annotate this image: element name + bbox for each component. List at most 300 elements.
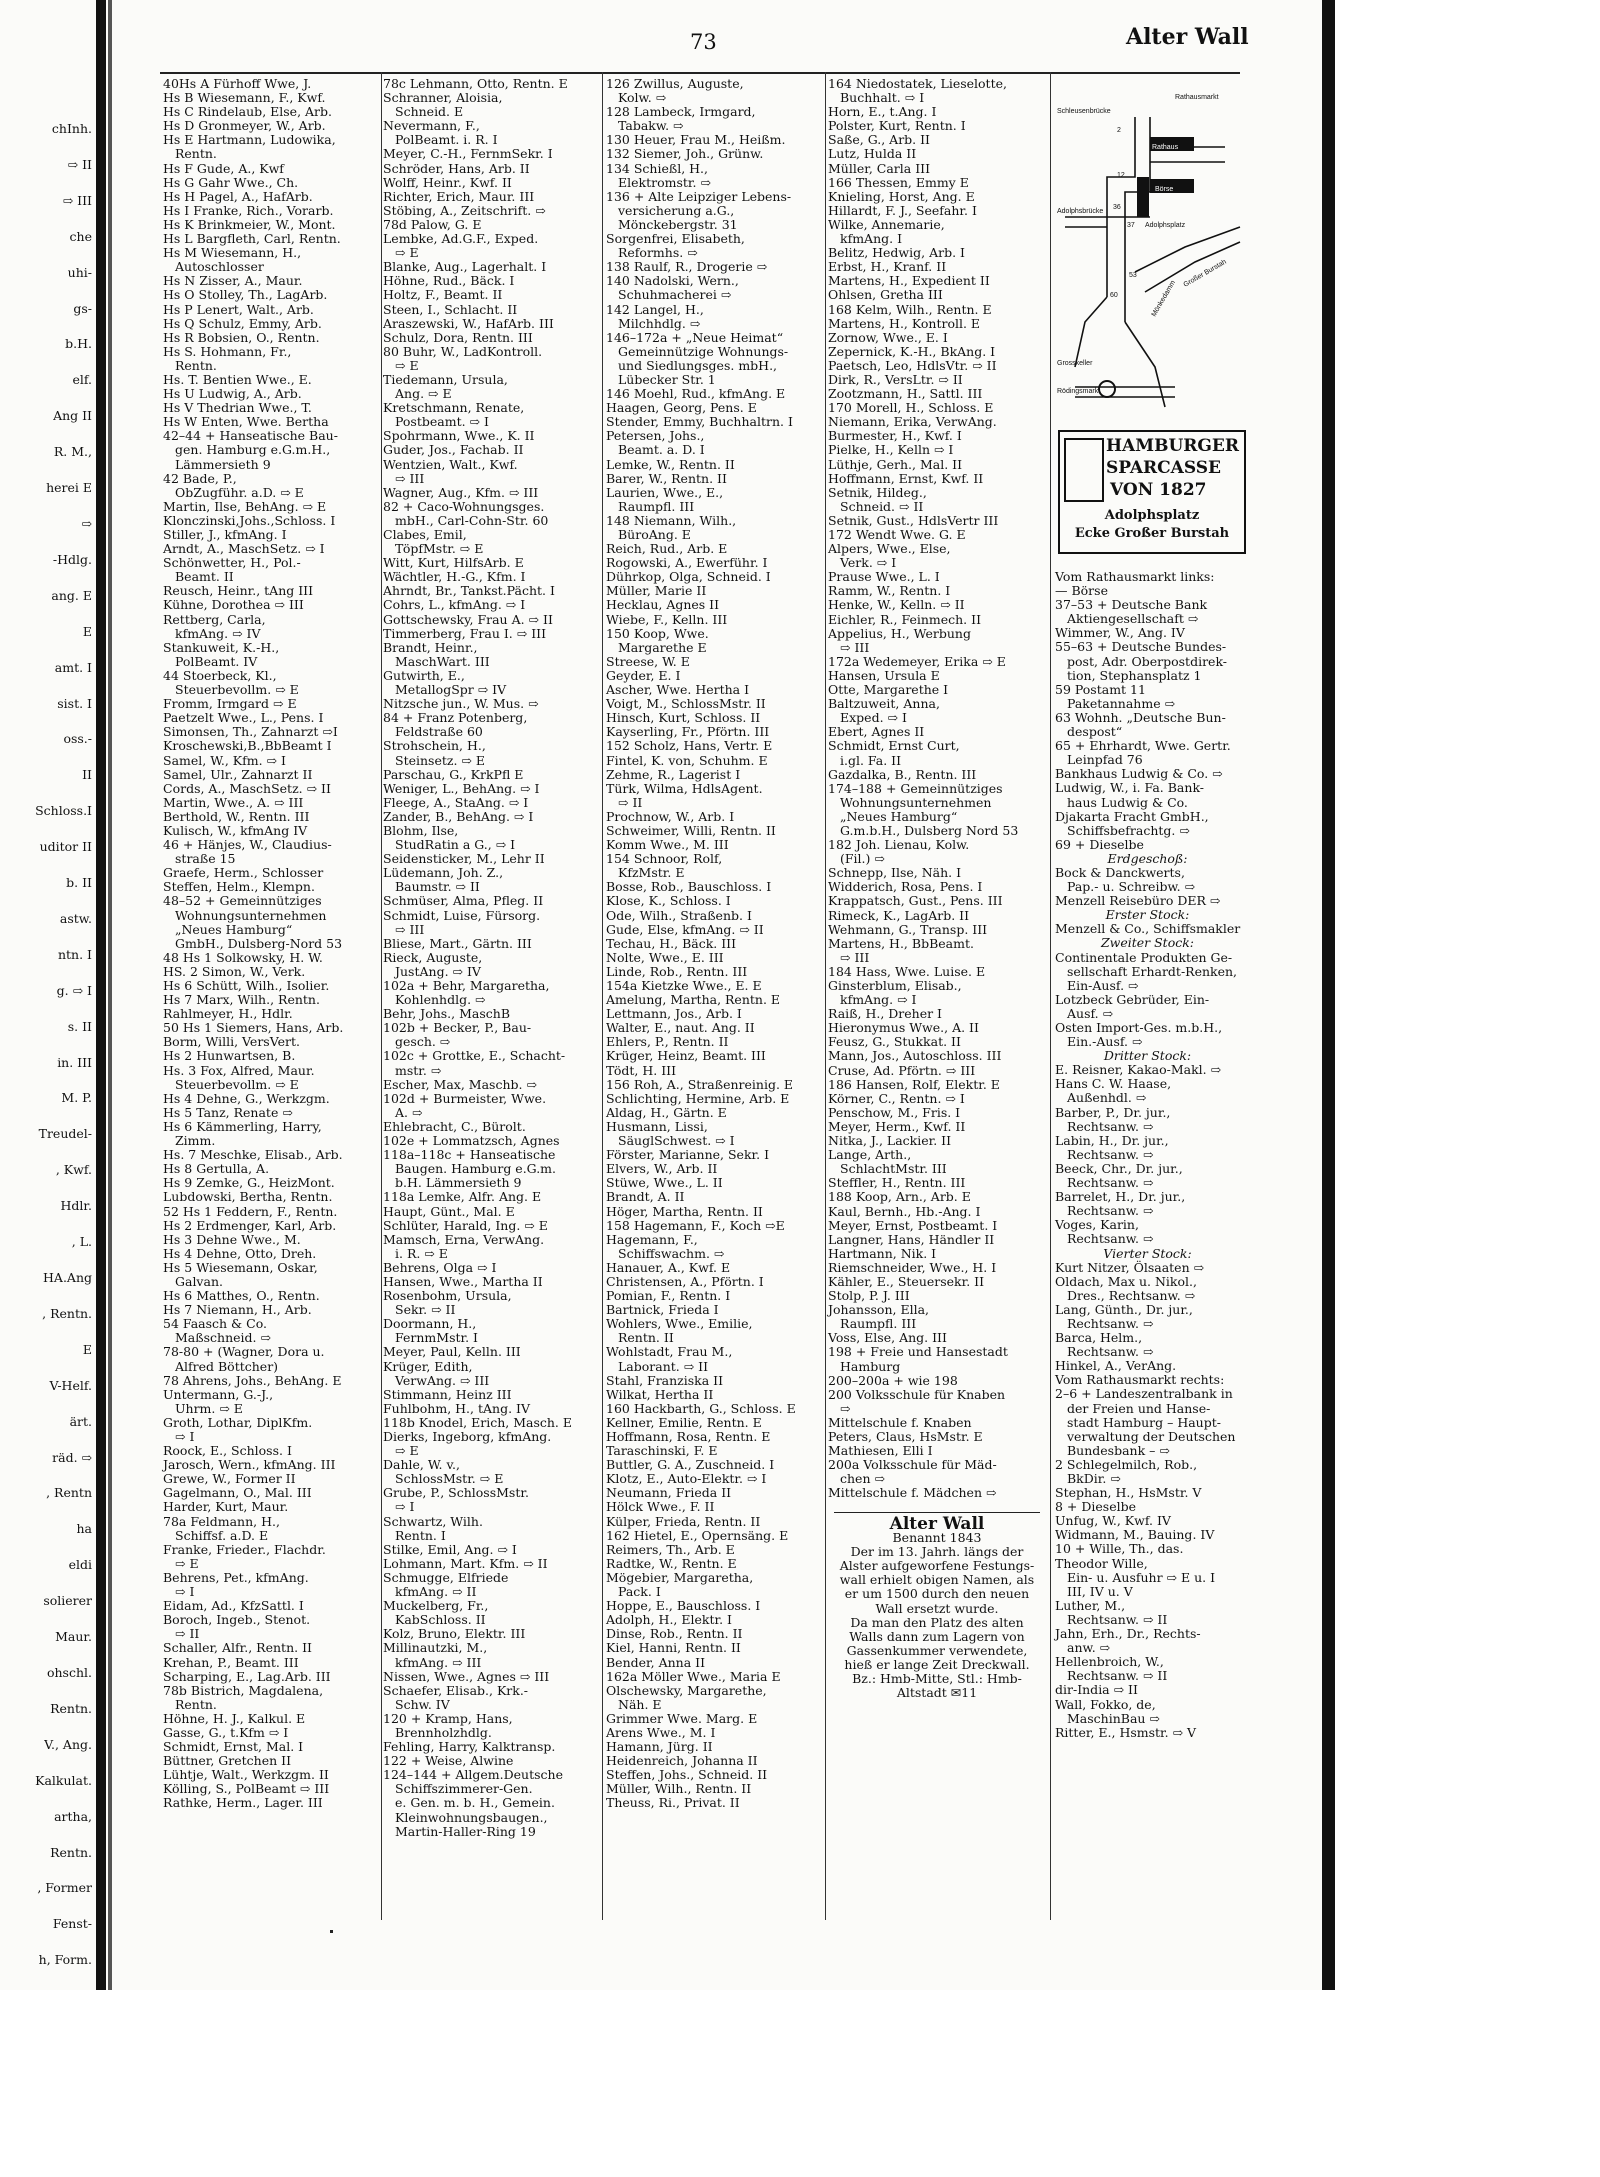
directory-entry: Menzell & Co., Schiffsmakler (1055, 921, 1241, 937)
directory-entry: Raumpfl. III (618, 498, 695, 514)
directory-entry: Setnik, Gust., HdlsVertr III (828, 512, 999, 528)
directory-entry: Lembke, Ad.G.F., Exped. (383, 231, 539, 247)
directory-entry: Ludwig, W., i. Fa. Bank- (1055, 780, 1205, 796)
directory-entry: Elvers, W., Arb. II (606, 1161, 718, 1177)
directory-entry: Barrelet, H., Dr. jur., (1055, 1189, 1186, 1205)
directory-entry: Lettmann, Jos., Arb. I (606, 1006, 742, 1022)
margin-fragment: Fenst- (52, 1916, 92, 1932)
directory-entry: Klotz, E., Auto-Elektr. ⇨ I (606, 1471, 767, 1487)
directory-entry: Saße, G., Arb. II (828, 132, 930, 148)
directory-entry: Behr, Johs., MaschB (383, 1006, 511, 1022)
margin-fragment: , Kwf. (55, 1162, 92, 1178)
directory-entry: Stöbing, A., Zeitschrift. ⇨ (383, 202, 546, 218)
directory-entry: Peters, Claus, HsMstr. E (828, 1429, 983, 1444)
directory-entry: Lang, Günth., Dr. jur., (1055, 1301, 1193, 1317)
directory-entry: Arndt, A., MaschSetz. ⇨ I (163, 541, 325, 557)
directory-entry: Hs V Thedrian Wwe., T. (163, 400, 312, 416)
margin-fragment: b. II (66, 875, 92, 891)
directory-entry: Schmugge, Elfriede (383, 1569, 509, 1585)
directory-entry: Geyder, E. I (606, 667, 681, 683)
directory-entry: Rechtsanw. ⇨ (1067, 1231, 1154, 1247)
directory-entry: JustAng. ⇨ IV (395, 963, 481, 979)
directory-entry: 132 Siemer, Joh., Grünw. (606, 146, 764, 162)
directory-entry: Hs 5 Wiesemann, Oskar, (163, 1259, 318, 1275)
directory-entry: Widderich, Rosa, Pens. I (828, 879, 983, 895)
directory-entry: 156 Roh, A., Straßenreinig. E (606, 1076, 794, 1092)
section-text-line: Der im 13. Jahrh. längs der (850, 1544, 1024, 1560)
directory-entry: Ein- u. Ausfuhr ⇨ E u. I (1067, 1569, 1216, 1585)
binding-line (108, 0, 112, 1990)
directory-entry: Witt, Kurt, HilfsArb. E (383, 555, 524, 571)
directory-entry: Steuerbevollm. ⇨ E (175, 1076, 299, 1092)
directory-entry: Meyer, Paul, Kelln. III (383, 1344, 521, 1360)
directory-entry: Hs 2 Hunwartsen, B. (163, 1048, 296, 1064)
directory-entry: Milchhdlg. ⇨ (618, 315, 701, 331)
directory-entry: Christensen, A., Pförtn. I (606, 1273, 764, 1289)
margin-fragment: E (82, 623, 92, 639)
margin-fragment: V., Ang. (44, 1736, 92, 1752)
page-number: 73 (690, 30, 717, 54)
directory-entry: Kolw. ⇨ (618, 90, 667, 106)
directory-entry: Ginsterblum, Elisab., (828, 978, 962, 993)
column-divider (1050, 72, 1051, 1920)
margin-fragment: in. III (57, 1054, 92, 1070)
section-text-line: wall erhielt obigen Namen, als (839, 1572, 1035, 1588)
directory-entry: Schröder, Hans, Arb. II (383, 160, 530, 176)
directory-entry: Dres., Rechtsanw. ⇨ (1067, 1287, 1196, 1303)
directory-entry: Niemann, Erika, VerwAng. (828, 414, 997, 430)
directory-entry: Ang. ⇨ E (395, 386, 452, 402)
directory-entry: Stankuweit, K.-H., (163, 639, 280, 655)
map-label: 2 (1117, 127, 1121, 134)
directory-entry: Millinautzki, M., (383, 1640, 488, 1656)
directory-entry: SchlachtMstr. III (840, 1161, 947, 1177)
map-label: Börse (1155, 186, 1174, 193)
directory-entry: Lemke, W., Rentn. II (606, 456, 735, 472)
map-label: 36 (1113, 204, 1121, 211)
directory-entry: Zimm. (175, 1133, 216, 1149)
map-label: Rödingsmarkt (1057, 388, 1101, 395)
directory-entry: mstr. ⇨ (395, 1062, 442, 1078)
directory-entry: Guder, Jos., Fachab. II (383, 442, 524, 458)
directory-entry: Gasse, G., t.Kfm ⇨ I (163, 1724, 289, 1740)
directory-entry: Hamann, Jürg. II (606, 1739, 713, 1755)
section-text-line: Alster aufgeworfene Festungs- (839, 1558, 1035, 1574)
directory-entry: Leinpfad 76 (1067, 752, 1143, 768)
directory-entry: 200a Volksschule für Mäd- (828, 1457, 997, 1473)
directory-entry: Mögebier, Margaretha, (606, 1569, 754, 1585)
margin-fragment: Kalkulat. (35, 1772, 92, 1788)
directory-entry: PolBeamt. IV (175, 653, 258, 669)
directory-entry: „Neues Hamburg“ (840, 808, 958, 824)
directory-entry: Horn, E., t.Ang. I (828, 104, 937, 120)
directory-entry: Lotzbeck Gebrüder, Ein- (1055, 991, 1210, 1007)
directory-entry: Schwartz, Wilh. (383, 1513, 483, 1529)
directory-entry: Streese, W. E (606, 653, 690, 669)
directory-entry: dir-India ⇨ II (1055, 1682, 1138, 1698)
directory-entry: Clabes, Emil, (383, 527, 467, 542)
directory-entry: Bosse, Rob., Bauschloss. I (606, 879, 772, 895)
directory-entry: Rentn. (175, 1696, 217, 1712)
directory-entry: Wächtler, H.-G., Kfm. I (383, 569, 526, 585)
directory-entry: 118a–118c + Hanseatische (383, 1147, 556, 1163)
directory-column-2 (383, 77, 601, 1839)
directory-entry: Blohm, Ilse, (383, 822, 459, 838)
directory-entry: ⇨ III (395, 921, 425, 937)
directory-entry: Hs C Rindelaub, Else, Arb. (163, 104, 332, 120)
directory-entry: Ascher, Wwe. Hertha I (606, 682, 750, 698)
directory-entry: Margarethe E (618, 639, 707, 655)
directory-entry: Rechtsanw. ⇨ (1067, 1344, 1154, 1360)
directory-entry: Schneid. ⇨ II (840, 498, 924, 514)
directory-entry: 172 Wendt Wwe. G. E (828, 527, 966, 542)
directory-entry: 102e + Lommatzsch, Agnes (383, 1133, 560, 1149)
directory-entry: straße 15 (175, 851, 236, 867)
directory-entry: Araszewski, W., HafArb. III (383, 315, 554, 331)
directory-entry: Grimmer Wwe. Marg. E (606, 1710, 758, 1726)
margin-fragment: Maur. (55, 1629, 92, 1645)
directory-entry: Mann, Jos., Autoschloss. III (828, 1048, 1002, 1064)
directory-entry: Fuhlbohm, H., tAng. IV (383, 1400, 530, 1416)
directory-entry: Zehme, R., Lagerist I (606, 766, 741, 782)
directory-entry: 140 Nadolski, Wern., (606, 273, 739, 289)
directory-entry: 184 Hass, Wwe. Luise. E (828, 963, 986, 979)
directory-entry: kfmAng. ⇨ III (395, 1654, 482, 1670)
directory-entry: Simonsen, Th., Zahnarzt ⇨I (163, 724, 338, 740)
directory-entry: Olschewsky, Margarethe, (606, 1682, 767, 1698)
directory-entry: Nitzsche jun., W. Mus. ⇨ (383, 696, 539, 712)
directory-entry: BüroAng. E (618, 527, 691, 542)
directory-entry: Kulisch, W., kfmAng IV (163, 822, 308, 838)
directory-entry: Lämmersieth 9 (175, 456, 271, 472)
directory-entry: Baumstr. ⇨ II (395, 879, 480, 895)
directory-entry: Gutwirth, E., (383, 667, 465, 683)
directory-entry: 160 Hackbarth, G., Schloss. E (606, 1400, 796, 1416)
directory-entry: Prause Wwe., L. I (828, 569, 940, 585)
directory-entry: Grewe, W., Former II (163, 1471, 296, 1487)
directory-entry: Komm Wwe., M. III (606, 837, 729, 853)
directory-entry: Otte, Margarethe I (828, 682, 949, 698)
margin-fragment: räd. ⇨ (52, 1449, 92, 1465)
directory-entry: Hoppe, E., Bauschloss. I (606, 1598, 761, 1614)
directory-entry: Rettberg, Carla, (163, 611, 266, 627)
directory-entry: 172a Wedemeyer, Erika ⇨ E (828, 653, 1006, 669)
directory-entry: Paetsch, Leo, HdlsVtr. ⇨ II (828, 357, 997, 373)
directory-entry: ⇨ II (618, 794, 643, 810)
directory-entry: Stahl, Franziska II (606, 1372, 724, 1388)
directory-entry: anw. ⇨ (1067, 1640, 1111, 1656)
directory-entry: Hs W Enten, Wwe. Bertha (163, 414, 329, 430)
margin-fragment: Hdlr. (60, 1198, 92, 1214)
directory-entry: 78-80 + (Wagner, Dora u. (163, 1344, 325, 1360)
directory-entry: Elektromstr. ⇨ (618, 174, 711, 190)
margin-fragment: V-Helf. (49, 1377, 92, 1393)
directory-entry: Linde, Rob., Rentn. III (606, 963, 748, 979)
directory-entry: Lübecker Str. 1 (618, 371, 716, 387)
directory-entry: despost“ (1067, 724, 1123, 740)
directory-entry: 46 + Hänjes, W., Claudius- (163, 837, 332, 853)
directory-entry: Muckelberg, Fr., (383, 1598, 489, 1614)
directory-entry: Klose, K., Schloss. I (606, 893, 731, 909)
directory-entry: Eidam, Ad., KfzSattl. I (163, 1598, 304, 1614)
directory-entry: Nissen, Wwe., Agnes ⇨ III (383, 1668, 550, 1684)
directory-entry: Stüwe, Wwe., L. II (606, 1175, 723, 1191)
directory-entry: Hs. 3 Fox, Alfred, Maur. (163, 1062, 315, 1078)
directory-entry: Hinkel, A., VerAng. (1055, 1358, 1177, 1374)
directory-entry: Schmidt, Luise, Fürsorg. (383, 907, 541, 923)
directory-entry: Mittelschule f. Knaben (828, 1414, 972, 1430)
directory-entry: 69 + Dieselbe (1055, 836, 1144, 852)
directory-entry: Kretschmann, Renate, (383, 400, 525, 416)
directory-entry: Körner, C., Rentn. ⇨ I (828, 1090, 965, 1106)
directory-entry: Barer, W., Rentn. II (606, 470, 727, 486)
directory-entry: Fromm, Irmgard ⇨ E (163, 696, 297, 712)
directory-entry: Ramm, W., Rentn. I (828, 583, 951, 599)
directory-entry: Alfred Böttcher) (175, 1358, 279, 1374)
map-label: Mönkedamm (1150, 279, 1177, 318)
directory-column-4 (828, 77, 1046, 1500)
directory-entry: 154a Kietzke Wwe., E. E (606, 978, 762, 993)
directory-entry: 170 Morell, H., Schloss. E (828, 400, 994, 416)
directory-entry: 40Hs A Fürhoff Wwe, J. (163, 76, 312, 91)
margin-fragment: ⇨ III (62, 192, 92, 208)
directory-entry: Schneid. E (395, 104, 464, 120)
directory-entry: Steen, I., Schlacht. II (383, 301, 518, 317)
directory-entry: Kähler, E., Steuersekr. II (828, 1273, 985, 1289)
margin-fragment: R. M., (53, 444, 92, 460)
directory-entry: Raumpfl. III (840, 1316, 917, 1332)
directory-entry: 82 + Caco-Wohnungsges. (383, 498, 545, 514)
directory-entry: Lutz, Hulda II (828, 146, 917, 162)
directory-entry: Erster Stock: (1105, 907, 1190, 923)
directory-entry: Lange, Arth., (828, 1147, 912, 1163)
directory-entry: Zweiter Stock: (1100, 935, 1195, 951)
directory-entry: Tiedemann, Ursula, (383, 371, 508, 387)
directory-entry: Heidenreich, Johanna II (606, 1753, 758, 1769)
directory-entry: Baugen. Hamburg e.G.m. (395, 1161, 557, 1177)
column-divider (825, 72, 826, 1920)
directory-entry: Behrens, Olga ⇨ I (383, 1259, 497, 1275)
margin-fragment: , Rentn. (42, 1305, 92, 1321)
directory-entry: Kolz, Bruno, Elektr. III (383, 1626, 526, 1642)
directory-entry: FernmMstr. I (395, 1330, 478, 1346)
directory-entry: Hs 9 Zemke, G., HeizMont. (163, 1175, 335, 1191)
directory-entry: Paetzelt Wwe., L., Pens. I (163, 710, 324, 726)
directory-entry: 78c Lehmann, Otto, Rentn. E (383, 76, 568, 91)
directory-entry: Seidensticker, M., Lehr II (383, 851, 545, 867)
directory-entry: Escher, Max, Maschb. ⇨ (383, 1076, 537, 1092)
directory-entry: Kiel, Hanni, Rentn. II (606, 1640, 741, 1656)
directory-entry: Hansen, Ursula E (828, 667, 940, 683)
directory-entry: Zornow, Wwe., E. I (828, 329, 948, 345)
directory-entry: Dührkop, Olga, Schneid. I (606, 569, 771, 585)
directory-entry: Reformhs. ⇨ (618, 245, 698, 261)
directory-entry: Groth, Lothar, DiplKfm. (163, 1414, 313, 1430)
directory-entry: Exped. ⇨ I (840, 710, 907, 726)
directory-entry: Langner, Hans, Händler II (828, 1231, 995, 1247)
directory-entry: Wehmann, G., Transp. III (828, 921, 988, 937)
sparcasse-advertisement: HAMBURGER SPARCASSE VON 1827 Adolphsplatz Ecke Großer Burstah (1058, 430, 1246, 554)
directory-entry: Nitka, J., Lackier. II (828, 1133, 952, 1149)
margin-fragment: Schloss.I (35, 803, 92, 819)
margin-fragment: ha (76, 1521, 92, 1537)
directory-entry: Beamt. II (175, 569, 234, 585)
directory-entry: Stilke, Emil, Ang. ⇨ I (383, 1541, 517, 1557)
directory-entry: ⇨ III (840, 639, 870, 655)
directory-entry: Oldach, Max u. Nikol., (1055, 1273, 1197, 1289)
directory-entry: Laborant. ⇨ II (618, 1358, 709, 1374)
directory-entry: Schönwetter, H., Pol.- (163, 555, 301, 571)
directory-entry: Meyer, C.-H., FernmSekr. I (383, 146, 553, 162)
directory-entry: GmbH., Dulsberg-Nord 53 (175, 935, 343, 951)
map-label: 37 (1127, 222, 1135, 229)
directory-entry: Ebert, Agnes II (828, 724, 925, 740)
directory-entry: Schw. IV (395, 1696, 450, 1712)
directory-entry: 102b + Becker, P., Bau- (383, 1020, 532, 1036)
directory-entry: Sekr. ⇨ II (395, 1302, 456, 1318)
directory-entry: Schiffswachm. ⇨ (618, 1245, 725, 1261)
directory-entry: Rechtsanw. ⇨ (1067, 1175, 1154, 1191)
directory-entry: Hieronymus Wwe., A. II (828, 1020, 979, 1036)
directory-entry: Hs H Pagel, A., HafArb. (163, 188, 313, 204)
directory-entry: 122 + Weise, Alwine (383, 1753, 514, 1769)
directory-entry: 124–144 + Allgem.Deutsche (383, 1767, 563, 1783)
directory-entry: Mathiesen, Elli I (828, 1443, 933, 1459)
directory-entry: Autoschlosser (175, 259, 264, 275)
directory-entry: Labin, H., Dr. jur., (1055, 1132, 1169, 1148)
directory-entry: Wilkat, Hertha II (606, 1386, 714, 1402)
section-text-line: Altstadt ✉11 (896, 1685, 978, 1701)
directory-entry: Kölling, S., PolBeamt ⇨ III (163, 1781, 330, 1797)
directory-entry: Wolff, Heinr., Kwf. II (383, 174, 512, 190)
margin-fragment: ⇨ II (67, 156, 92, 172)
directory-entry: Hs F Gude, A., Kwf (163, 160, 284, 176)
directory-entry: Aldag, H., Gärtn. E (606, 1104, 727, 1120)
directory-entry: Schranner, Aloisia, (383, 90, 503, 106)
directory-entry: Hs 7 Niemann, H., Arb. (163, 1302, 312, 1318)
directory-entry: Hs L Bargfleth, Carl, Rentn. (163, 231, 341, 247)
directory-entry: Kellner, Emilie, Rentn. E (606, 1414, 762, 1430)
directory-entry: Ode, Wilh., Straßenb. I (606, 907, 752, 923)
directory-entry: (Fil.) ⇨ (840, 851, 885, 867)
directory-entry: Laurien, Wwe., E., (606, 484, 724, 500)
directory-entry: 120 + Kramp, Hans, (383, 1710, 513, 1726)
directory-entry: Krappatsch, Gust., Pens. III (828, 893, 1003, 909)
directory-entry: Ausf. ⇨ (1067, 1005, 1114, 1021)
directory-entry: Rentn. (175, 357, 217, 373)
directory-entry: Steinsetz. ⇨ E (395, 752, 485, 768)
margin-fragment: Rentn. (50, 1700, 92, 1716)
margin-fragment: uditor II (39, 839, 92, 855)
directory-entry: 102d + Burmeister, Wwe. (383, 1090, 547, 1106)
directory-entry: Müller, Wilh., Rentn. II (606, 1781, 752, 1797)
directory-entry: Ehlebracht, C., Bürolt. (383, 1118, 526, 1134)
directory-entry: Martin, Ilse, BehAng. ⇨ E (163, 498, 327, 514)
directory-entry: Hellenbroich, W., (1055, 1654, 1164, 1670)
directory-entry: Barca, Helm., (1055, 1330, 1143, 1346)
directory-entry: 126 Zwillus, Auguste, (606, 76, 744, 91)
directory-entry: tion, Stephansplatz 1 (1067, 667, 1202, 683)
directory-entry: Timmerberg, Frau I. ⇨ III (383, 625, 547, 641)
margin-fragment: s. II (67, 1018, 92, 1034)
street-section (828, 1512, 1046, 1700)
directory-entry: b.H. Lämmersieth 9 (395, 1175, 522, 1191)
directory-entry: Lubdowski, Bertha, Rentn. (163, 1189, 333, 1205)
directory-entry: „Neues Hamburg“ (175, 921, 293, 937)
binding-shadow-left (96, 0, 106, 1990)
directory-entry: Außenhdl. ⇨ (1067, 1090, 1147, 1106)
directory-entry: 84 + Franz Potenberg, (383, 710, 528, 726)
directory-entry: Rogowski, A., Ewerführ. I (606, 555, 768, 571)
directory-entry: Hs E Hartmann, Ludowika, (163, 132, 336, 148)
directory-entry: Kayserling, Fr., Pförtn. III (606, 724, 770, 740)
directory-entry: Dritter Stock: (1103, 1048, 1192, 1064)
section-title: Alter Wall (889, 1514, 985, 1534)
directory-entry: Amelung, Martha, Rentn. E (606, 992, 781, 1008)
map-label: Rathaus (1152, 144, 1179, 151)
directory-entry: Luther, M., (1055, 1597, 1126, 1613)
directory-entry: Wentzien, Walt., Kwf. (383, 456, 518, 472)
directory-entry: 154 Schnoor, Rolf, (606, 851, 723, 867)
directory-entry: KabSchloss. II (395, 1612, 486, 1628)
directory-entry: Schmidt, Ernst, Mal. I (163, 1739, 304, 1755)
margin-fragment: -Hdlg. (52, 551, 92, 567)
directory-column-3 (606, 77, 822, 1811)
directory-entry: 78d Palow, G. E (383, 216, 482, 232)
street-map (1055, 77, 1245, 407)
directory-entry: Feldstraße 60 (395, 724, 483, 740)
directory-entry: Grube, P., SchlossMstr. (383, 1485, 529, 1501)
directory-entry: Arens Wwe., M. I (606, 1724, 716, 1740)
directory-entry: Hs I Franke, Rich., Vorarb. (163, 202, 334, 218)
section-history-text (828, 1545, 1046, 1700)
directory-entry: 166 Thessen, Emmy E (828, 174, 969, 190)
directory-entry: 8 + Dieselbe (1055, 1499, 1136, 1515)
directory-entry: Prochnow, W., Arb. I (606, 808, 735, 824)
margin-fragment: , Rentn (46, 1485, 92, 1501)
directory-entry: 48–52 + Gemeinnütziges (163, 893, 322, 909)
directory-entry: Hs 3 Dehne Wwe., M. (163, 1231, 301, 1247)
directory-entry: Lüthje, Gerh., Mal. II (828, 456, 963, 472)
directory-entry: A. ⇨ (395, 1104, 423, 1120)
directory-entry: Aktiengesellschaft ⇨ (1067, 611, 1199, 627)
directory-entry: Paketannahme ⇨ (1067, 695, 1176, 711)
directory-entry: Wiebe, F., Kelln. III (606, 611, 728, 627)
directory-entry: 50 Hs 1 Siemers, Hans, Arb. (163, 1020, 344, 1036)
directory-entry: Erdgeschoß: (1107, 850, 1188, 866)
directory-entry: Penschow, M., Fris. I (828, 1104, 961, 1120)
directory-entry: Parschau, G., KrkPfl E (383, 766, 524, 782)
directory-entry: Setnik, Hildeg., (828, 484, 927, 500)
margin-fragment: ntn. I (57, 946, 92, 962)
directory-entry: ⇨ (840, 1400, 851, 1416)
directory-entry: Hoffmann, Rosa, Rentn. E (606, 1429, 771, 1444)
section-text-line: hieß er lange Zeit Dreckwall. (844, 1656, 1030, 1672)
directory-entry: Bender, Anna II (606, 1654, 706, 1670)
directory-entry: Rechtsanw. ⇨ (1067, 1203, 1154, 1219)
directory-entry: 136 + Alte Leipziger Lebens- (606, 188, 792, 204)
directory-entry: i.gl. Fa. II (840, 752, 902, 768)
directory-entry: Pap.- u. Schreibw. ⇨ (1067, 879, 1196, 895)
directory-entry: i. R. ⇨ E (395, 1245, 448, 1261)
directory-entry: Hs R Bobsien, O., Rentn. (163, 329, 320, 345)
directory-entry: 78 Ahrens, Johs., BehAng. E (163, 1372, 342, 1388)
directory-entry: Dierks, Ingeborg, kfmAng. (383, 1429, 552, 1444)
margin-fragment: Treudel- (38, 1126, 92, 1142)
directory-entry: Gagelmann, O., Mal. III (163, 1485, 312, 1501)
directory-entry: Gemeinnützige Wohnungs- (618, 343, 789, 359)
directory-entry: 80 Buhr, W., LadKontroll. (383, 343, 543, 359)
